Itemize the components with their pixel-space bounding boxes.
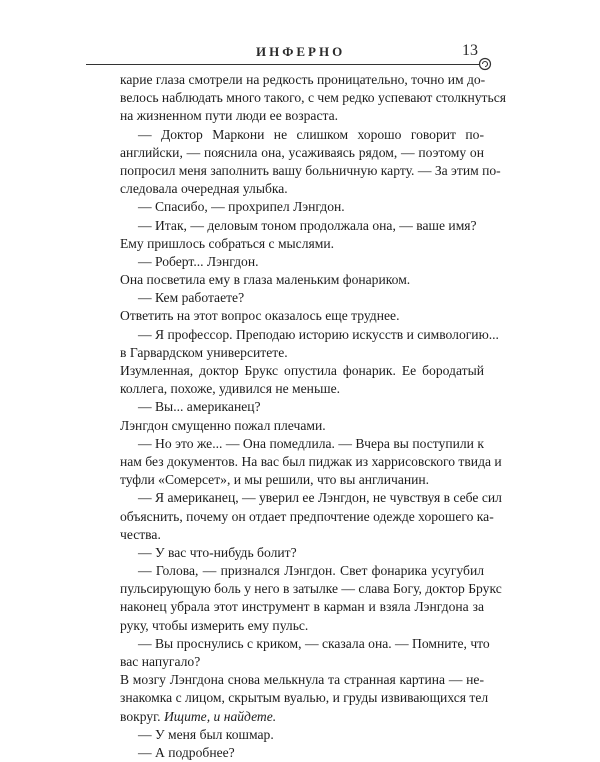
text-line: — Голова, — признался Лэнгдон. Свет фонарика усугубил	[138, 563, 484, 579]
text-line: — Но это же... — Она помедлила. — Вчера вы поступили к	[138, 435, 484, 451]
text-line: следовала очередная улыбка.	[120, 181, 288, 197]
text-line: объяснить, почему он отдает предпочтение одежде хорошего ка-	[120, 508, 494, 524]
text-line: нам без документов. На вас был пиджак из харрисовского твида и	[120, 453, 502, 469]
text-line: руку, чтобы измерить ему пульс.	[120, 617, 309, 633]
text-line: Лэнгдон смущенно пожал плечами.	[120, 417, 326, 433]
text-line: карие глаза смотрели на редкость проницательно, точно им до-	[120, 72, 486, 87]
text-line-start: вокруг.	[120, 708, 164, 724]
text-line: — Я американец, — уверил ее Лэнгдон, не чувствуя в себе сил	[138, 490, 502, 506]
text-line: вас напугало?	[120, 654, 201, 669]
text-line: наконец убрала этот инструмент в карман и взяла Лэнгдона за	[120, 599, 484, 615]
text-line: — Вы проснулись с криком, — сказала она. — Помните, что	[138, 635, 490, 651]
italic-phrase: Ищите, и найдете.	[163, 708, 277, 724]
header-rule	[86, 64, 480, 65]
text-line: английски, — пояснила она, усаживаясь рядом, — поэтому он	[120, 144, 484, 160]
page-number: 13	[462, 42, 478, 59]
text-line: — Я профессор. Преподаю историю искусств и символогию...	[138, 326, 499, 342]
running-title: ИНФЕРНО	[256, 44, 346, 59]
text-line: — Спасибо, — прохрипел Лэнгдон.	[138, 199, 345, 215]
text-line: туфли «Сомерсет», и мы решили, что вы англичанин.	[120, 472, 430, 488]
text-line: Изумленная, доктор Брукс опустила фонарик. Ее бородатый	[120, 363, 484, 378]
text-line: на жизненном пути люди ее возраста.	[120, 108, 339, 124]
text-line: Она посветила ему в глаза маленьким фонариком.	[120, 272, 411, 288]
text-line: — А подробнее?	[138, 744, 235, 760]
text-line: пульсирующую боль у него в затылке — слава Богу, доктор Брукс	[120, 581, 502, 597]
text-line: велось наблюдать много такого, с чем редко успевают столкнуться	[120, 90, 506, 106]
text-line: попросил меня заполнить вашу больничную карту. — За этим по-	[120, 162, 501, 178]
text-line: в Гарвардском университете.	[120, 344, 288, 360]
text-line: Ответить на этот вопрос оказалось еще труднее.	[120, 308, 400, 324]
text-line: Ему пришлось собраться с мыслями.	[120, 235, 335, 251]
text-line: — Кем работаете?	[138, 290, 245, 306]
text-line: — Вы... американец?	[138, 399, 261, 415]
text-line: — У вас что-нибудь болит?	[138, 544, 297, 560]
text-line: — Роберт... Лэнгдон.	[138, 253, 259, 269]
text-line: — Доктор Маркони не слишком хорошо говорит по-	[138, 126, 484, 142]
body-text	[120, 71, 506, 762]
text-line: знакомка с лицом, скрытым вуалью, и груды извивающихся тел	[120, 690, 489, 706]
text-line: В мозгу Лэнгдона снова мелькнула та странная картина — не-	[120, 672, 484, 688]
text-line: — У меня был кошмар.	[138, 726, 274, 742]
swirl-ornament-icon	[478, 57, 492, 71]
text-line: коллега, похоже, удивился не меньше.	[120, 381, 341, 397]
text-line	[120, 708, 484, 726]
page-header	[86, 44, 484, 64]
text-line: чества.	[120, 526, 161, 542]
text-line: — Итак, — деловым тоном продолжала она, — ваше имя?	[138, 217, 477, 233]
